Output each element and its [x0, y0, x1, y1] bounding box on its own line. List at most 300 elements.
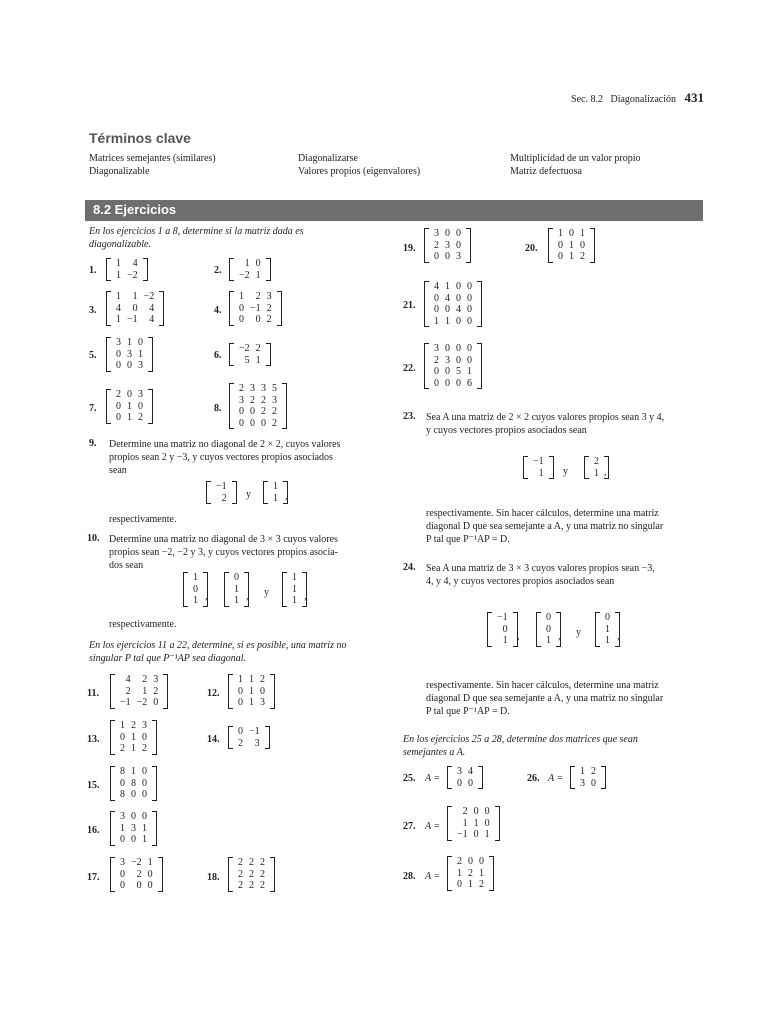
- right-bracket: [277, 291, 282, 326]
- exercise-number: 25.: [403, 773, 416, 784]
- matrix-entry: 0: [473, 829, 479, 840]
- matrix-entry: 0: [127, 389, 132, 400]
- comma: ,: [304, 591, 307, 602]
- conjunction: y: [246, 489, 251, 500]
- instruction-line: En los ejercicios 1 a 8, determine si la matriz dada es: [89, 226, 304, 237]
- matrix-entry: 1: [473, 817, 479, 829]
- vector: [523, 456, 554, 479]
- matrix-entry: 2: [260, 857, 265, 868]
- matrix-entry: 1: [605, 635, 610, 646]
- matrix-entry: 2: [238, 868, 243, 880]
- matrix-entry: 1: [467, 366, 472, 377]
- matrix-entry: 2: [479, 879, 484, 890]
- right-bracket: [495, 806, 500, 841]
- matrix-entry: 3: [254, 737, 260, 749]
- matrix-entry: 2: [136, 868, 142, 880]
- matrix-entry: 3: [434, 343, 439, 354]
- matrix-entry: 2: [125, 685, 131, 697]
- comma: ,: [558, 631, 561, 642]
- matrix-entry: 2: [272, 406, 277, 417]
- right-bracket: [148, 389, 153, 424]
- matrix-entry: 1: [116, 314, 121, 325]
- matrix-entry: 1: [462, 817, 468, 829]
- matrix-entry: 2: [260, 868, 265, 880]
- matrix-entry: 1: [234, 583, 239, 595]
- matrix-entry: 4: [445, 292, 450, 304]
- exercise-number: 12.: [207, 688, 220, 699]
- right-bracket: [232, 481, 237, 504]
- matrix-entry: 3: [261, 383, 266, 394]
- matrix-entry: 0: [434, 304, 439, 315]
- matrix-entry: −1: [533, 456, 544, 467]
- matrix-entry: 0: [131, 834, 136, 845]
- conjunction: y: [264, 587, 269, 598]
- matrix-entry: 3: [120, 857, 125, 868]
- matrix-entry: 0: [239, 417, 244, 429]
- matrix-entry: 1: [132, 291, 138, 302]
- text-line: P tal que P⁻¹AP = D.: [426, 706, 510, 717]
- matrix-entry: 2: [468, 867, 473, 879]
- matrix-entry: 2: [266, 314, 272, 325]
- text-line: y cuyos vectores propios asociados sean: [426, 425, 587, 436]
- exercise-10-text: [109, 533, 338, 572]
- matrix-entry: 0: [147, 880, 153, 891]
- matrix-entry: 2: [250, 394, 255, 406]
- exercise-number: 28.: [403, 871, 416, 882]
- key-terms-col3: [510, 153, 641, 178]
- matrix-entry: 2: [462, 806, 468, 817]
- matrix-entry: 4: [149, 314, 155, 325]
- matrix-entry: 0: [456, 354, 461, 366]
- matrix-entry: 1: [116, 258, 121, 269]
- matrix-entry: 2: [249, 868, 254, 880]
- matrix: [228, 674, 275, 709]
- left-bracket: [110, 720, 115, 755]
- term: Valores propios (eigenvalores): [298, 165, 421, 177]
- vector: [206, 481, 237, 504]
- exercise-number: 14.: [207, 734, 220, 745]
- matrix-entry: 1: [580, 228, 585, 239]
- matrix-entry: 0: [138, 400, 143, 412]
- exercise-number: 11.: [87, 688, 99, 699]
- matrix-entry: 1: [142, 822, 147, 834]
- comma: ,: [205, 591, 208, 602]
- matrix-entry: 1: [142, 685, 148, 697]
- matrix-entry: 2: [238, 857, 243, 868]
- matrix-entry: 2: [255, 291, 261, 302]
- left-bracket: [447, 806, 452, 841]
- right-bracket: [282, 383, 287, 429]
- matrix-entry: 2: [131, 720, 136, 731]
- matrix-entry: 0: [116, 412, 121, 423]
- left-bracket: [584, 456, 589, 479]
- matrix-entry: 0: [142, 811, 147, 822]
- matrix-entry: 0: [153, 697, 159, 708]
- matrix-entry: 0: [457, 879, 462, 890]
- left-bracket: [229, 258, 234, 281]
- left-bracket: [110, 766, 115, 801]
- matrix-entry: 5: [456, 366, 461, 377]
- matrix-entry: 0: [238, 685, 243, 697]
- matrix-entry: 1: [239, 291, 244, 302]
- matrix: [447, 766, 483, 789]
- right-bracket: [152, 811, 157, 846]
- matrix-entry: 0: [457, 777, 462, 789]
- matrix-entry: 1: [434, 315, 439, 327]
- matrix-entry: 8: [131, 777, 136, 789]
- matrix-entry: 1: [569, 239, 574, 251]
- matrix-entry: −1: [250, 302, 261, 314]
- matrix-entry: 2: [434, 354, 439, 366]
- matrix-entry: 1: [116, 291, 121, 302]
- right-bracket: [159, 291, 164, 326]
- left-bracket: [228, 857, 233, 892]
- right-bracket: [270, 674, 275, 709]
- right-bracket: [478, 766, 483, 789]
- exercise-24-text-cont: [426, 679, 663, 718]
- exercise-number: 20.: [525, 243, 538, 254]
- text-line: P tal que P⁻¹AP = D.: [426, 534, 510, 545]
- matrix-entry: 0: [131, 789, 136, 800]
- matrix-entry: 4: [125, 674, 131, 685]
- matrix-entry: 0: [484, 806, 490, 817]
- matrix: [229, 258, 271, 281]
- text-line: Determine una matriz no diagonal de 3 × 3 cuyos valores: [109, 534, 338, 545]
- left-bracket: [183, 572, 188, 607]
- matrix-entry: 0: [434, 366, 439, 377]
- matrix-entry: 0: [116, 400, 121, 412]
- matrix-entry: 3: [445, 354, 450, 366]
- text-line: sean: [109, 465, 127, 476]
- matrix-entry: 0: [445, 228, 450, 239]
- matrix: [110, 857, 163, 892]
- matrix-entry: 1: [255, 354, 261, 366]
- matrix-entry: 1: [249, 674, 254, 685]
- matrix-entry: 3: [138, 389, 143, 400]
- respectively: respectivamente.: [109, 619, 177, 630]
- matrix-entry: 3: [250, 383, 255, 394]
- term: Matrices semejantes (similares): [89, 153, 216, 164]
- matrix-entry: 4: [456, 304, 461, 315]
- matrix-entry: −2: [239, 269, 250, 281]
- left-bracket: [106, 337, 111, 372]
- left-bracket: [447, 766, 452, 789]
- matrix-entry: 1: [594, 467, 599, 479]
- left-bracket: [106, 389, 111, 424]
- matrix-entry: 2: [580, 251, 585, 262]
- matrix-entry: 0: [546, 623, 551, 635]
- comma: ,: [246, 591, 249, 602]
- right-bracket: [477, 343, 482, 389]
- left-bracket: [229, 343, 234, 366]
- matrix-entry: 2: [457, 856, 462, 867]
- matrix-entry: 1: [116, 269, 121, 281]
- right-bracket: [152, 766, 157, 801]
- matrix-entry: 1: [147, 857, 153, 868]
- right-bracket: [152, 720, 157, 755]
- a-equals: A =: [548, 773, 564, 784]
- matrix-entry: 0: [445, 251, 450, 262]
- exercise-number: 13.: [87, 734, 100, 745]
- matrix-entry: 0: [250, 417, 255, 429]
- matrix-entry: 0: [467, 304, 472, 315]
- text-line: diagonal D que sea semejante a A, y una matriz no singular: [426, 693, 664, 704]
- page-number: 431: [684, 90, 704, 105]
- matrix-entry: 1: [127, 337, 132, 348]
- matrix-entry: 2: [255, 343, 261, 354]
- exercise-number: 22.: [403, 363, 416, 374]
- matrix-entry: 2: [120, 743, 125, 754]
- matrix-entry: 0: [116, 360, 121, 371]
- matrix-entry: 1: [234, 595, 239, 606]
- exercise-number: 24.: [403, 562, 416, 573]
- matrix-entry: 1: [120, 822, 125, 834]
- right-bracket: [477, 281, 482, 327]
- matrix-entry: 0: [445, 343, 450, 354]
- matrix-entry: 1: [292, 595, 297, 606]
- left-bracket: [548, 228, 553, 263]
- matrix-entry: 0: [467, 292, 472, 304]
- matrix-entry: 0: [546, 612, 551, 623]
- matrix-entry: 1: [127, 412, 132, 423]
- section-bar: [85, 200, 703, 221]
- matrix-entry: 0: [120, 777, 125, 789]
- right-bracket: [266, 343, 271, 366]
- matrix-entry: 0: [142, 731, 147, 743]
- matrix-entry: 2: [591, 766, 596, 777]
- text-line: Determine una matriz no diagonal de 2 × 2, cuyos valores: [109, 439, 341, 450]
- exercise-number: 21.: [403, 300, 416, 311]
- matrix-entry: 0: [467, 354, 472, 366]
- matrix-entry: 1: [538, 467, 544, 479]
- matrix-entry: 0: [255, 314, 261, 325]
- text-line: 4, y 4, y cuyos vectores propios asociados sean: [426, 576, 615, 587]
- matrix-entry: 0: [239, 314, 244, 325]
- matrix-entry: 4: [149, 302, 155, 314]
- text-line: propios sean 2 y −3, y cuyos vectores propios asociados: [109, 452, 333, 463]
- comma: ,: [517, 631, 520, 642]
- matrix: [110, 674, 168, 709]
- running-header: [571, 90, 704, 106]
- matrix: [110, 720, 157, 755]
- matrix-entry: 0: [120, 731, 125, 743]
- text-line: diagonal D que sea semejante a A, y una matriz no singular: [426, 521, 664, 532]
- matrix-entry: −2: [127, 269, 138, 281]
- matrix: [447, 806, 500, 841]
- key-terms-col1: [89, 153, 216, 178]
- matrix-entry: 3: [138, 360, 143, 371]
- exercise-number: 18.: [207, 872, 220, 883]
- left-bracket: [447, 856, 452, 891]
- exercise-24-text: [426, 562, 655, 588]
- exercise-number: 27.: [403, 821, 416, 832]
- left-bracket: [106, 258, 111, 281]
- left-bracket: [424, 281, 429, 327]
- matrix-entry: 5: [272, 383, 277, 394]
- matrix-entry: 3: [266, 291, 272, 302]
- matrix-entry: 8: [120, 789, 125, 800]
- matrix-entry: 2: [142, 743, 147, 754]
- matrix-entry: 2: [594, 456, 599, 467]
- matrix-entry: 0: [456, 315, 461, 327]
- matrix-entry: 3: [142, 720, 147, 731]
- conjunction: y: [563, 466, 568, 477]
- right-bracket: [163, 674, 168, 709]
- exercise-number: 26.: [527, 773, 540, 784]
- matrix-entry: 0: [558, 251, 563, 262]
- instruction-line: singular P tal que P⁻¹AP sea diagonal.: [89, 653, 247, 664]
- exercise-number: 23.: [403, 411, 416, 422]
- matrix-entry: −1: [120, 697, 131, 708]
- text-line: respectivamente. Sin hacer cálculos, determine una matriz: [426, 508, 659, 519]
- instruction-line: diagonalizable.: [89, 239, 151, 250]
- matrix-entry: 1: [193, 595, 198, 606]
- instructions-25-28: [403, 733, 638, 759]
- matrix-entry: 0: [434, 292, 439, 304]
- matrix-entry: 2: [238, 880, 243, 891]
- exercise-number: 15.: [87, 780, 100, 791]
- matrix-entry: 0: [445, 366, 450, 377]
- left-bracket: [110, 857, 115, 892]
- left-bracket: [424, 343, 429, 389]
- right-bracket: [549, 456, 554, 479]
- matrix-entry: 0: [456, 281, 461, 292]
- exercise-9-text: [109, 438, 340, 477]
- matrix-entry: 0: [468, 856, 473, 867]
- term: Matriz defectuosa: [510, 165, 582, 177]
- exercise-number: 5.: [89, 350, 97, 361]
- matrix-entry: 0: [569, 228, 574, 239]
- matrix-entry: 0: [467, 281, 472, 292]
- instructions-1-8: [89, 225, 304, 251]
- comma: ,: [285, 491, 288, 502]
- exercise-number: 16.: [87, 825, 100, 836]
- matrix-entry: 0: [127, 360, 132, 371]
- right-bracket: [270, 857, 275, 892]
- matrix-entry: 1: [569, 251, 574, 262]
- conjunction: y: [576, 627, 581, 638]
- matrix-entry: 1: [445, 315, 450, 327]
- matrix-entry: 0: [467, 315, 472, 327]
- matrix-entry: 3: [127, 348, 132, 360]
- left-bracket: [229, 383, 234, 429]
- comma: ,: [604, 467, 607, 478]
- matrix-entry: 1: [468, 879, 473, 890]
- matrix-entry: 0: [479, 856, 484, 867]
- matrix-entry: −1: [249, 726, 260, 737]
- matrix-entry: 4: [116, 302, 121, 314]
- right-bracket: [143, 258, 148, 281]
- matrix-entry: 0: [239, 302, 244, 314]
- matrix-entry: 0: [234, 572, 239, 583]
- matrix-entry: 0: [142, 789, 147, 800]
- matrix-entry: 0: [120, 834, 125, 845]
- left-bracket: [523, 456, 528, 479]
- matrix-entry: 2: [261, 406, 266, 417]
- matrix-entry: 2: [221, 492, 227, 504]
- exercise-number: 19.: [403, 243, 416, 254]
- matrix-entry: 2: [116, 389, 121, 400]
- matrix-entry: −1: [216, 481, 227, 492]
- header-section: Sec. 8.2: [571, 94, 603, 105]
- matrix-entry: 0: [116, 348, 121, 360]
- a-equals: A =: [425, 871, 441, 882]
- matrix-entry: 0: [502, 623, 508, 635]
- text-line: propios sean −2, −2 y 3, y cuyos vectores propios asocia-: [109, 547, 339, 558]
- matrix-entry: 1: [502, 635, 508, 646]
- right-bracket: [601, 766, 606, 789]
- matrix-entry: 0: [580, 239, 585, 251]
- matrix-entry: 2: [266, 302, 272, 314]
- vector: [487, 612, 518, 647]
- left-bracket: [536, 612, 541, 647]
- matrix-entry: −2: [143, 291, 155, 302]
- matrix: [110, 811, 157, 846]
- matrix-entry: 2: [238, 737, 243, 749]
- matrix-entry: −1: [127, 314, 138, 325]
- matrix-entry: 8: [120, 766, 125, 777]
- right-bracket: [158, 857, 163, 892]
- matrix-entry: 1: [138, 348, 143, 360]
- matrix-entry: 2: [153, 685, 159, 697]
- matrix-entry: 0: [250, 406, 255, 417]
- exercise-number: 9.: [89, 438, 97, 449]
- matrix-entry: 1: [142, 834, 147, 845]
- matrix: [106, 258, 148, 281]
- matrix-entry: 1: [120, 720, 125, 731]
- matrix-entry: 0: [445, 377, 450, 389]
- matrix-entry: 0: [238, 726, 243, 737]
- matrix-entry: 1: [127, 400, 132, 412]
- matrix-entry: 3: [260, 697, 265, 708]
- a-equals: A =: [425, 773, 441, 784]
- right-bracket: [466, 228, 471, 263]
- right-bracket: [265, 726, 270, 749]
- matrix: [110, 766, 157, 801]
- matrix-entry: 0: [255, 258, 261, 269]
- right-bracket: [148, 337, 153, 372]
- matrix-entry: 0: [434, 377, 439, 389]
- exercise-23-text: [426, 411, 664, 437]
- exercise-23-text-cont: [426, 507, 663, 546]
- left-bracket: [206, 481, 211, 504]
- matrix-entry: 2: [249, 857, 254, 868]
- matrix-entry: 1: [273, 492, 278, 504]
- text-line: respectivamente. Sin hacer cálculos, determine una matriz: [426, 680, 659, 691]
- text-line: Sea A una matriz de 3 × 3 cuyos valores propios sean −3,: [426, 563, 655, 574]
- exercise-number: 17.: [87, 872, 100, 883]
- respectively: respectivamente.: [109, 514, 177, 525]
- matrix-entry: 4: [132, 258, 138, 269]
- matrix-entry: 0: [456, 239, 461, 251]
- matrix-entry: 2: [260, 880, 265, 891]
- matrix-entry: 2: [260, 674, 265, 685]
- right-bracket: [266, 258, 271, 281]
- exercise-number: 2.: [214, 265, 222, 276]
- matrix-entry: 2: [239, 383, 244, 394]
- left-bracket: [229, 291, 234, 326]
- key-terms-col2: [298, 153, 420, 178]
- left-bracket: [487, 612, 492, 647]
- left-bracket: [228, 726, 233, 749]
- matrix-entry: 0: [484, 817, 490, 829]
- matrix-entry: 6: [467, 377, 472, 389]
- matrix-entry: 2: [261, 394, 266, 406]
- comma: ,: [617, 631, 620, 642]
- matrix-entry: 0: [456, 292, 461, 304]
- matrix: [229, 343, 271, 366]
- matrix-entry: 2: [249, 880, 254, 891]
